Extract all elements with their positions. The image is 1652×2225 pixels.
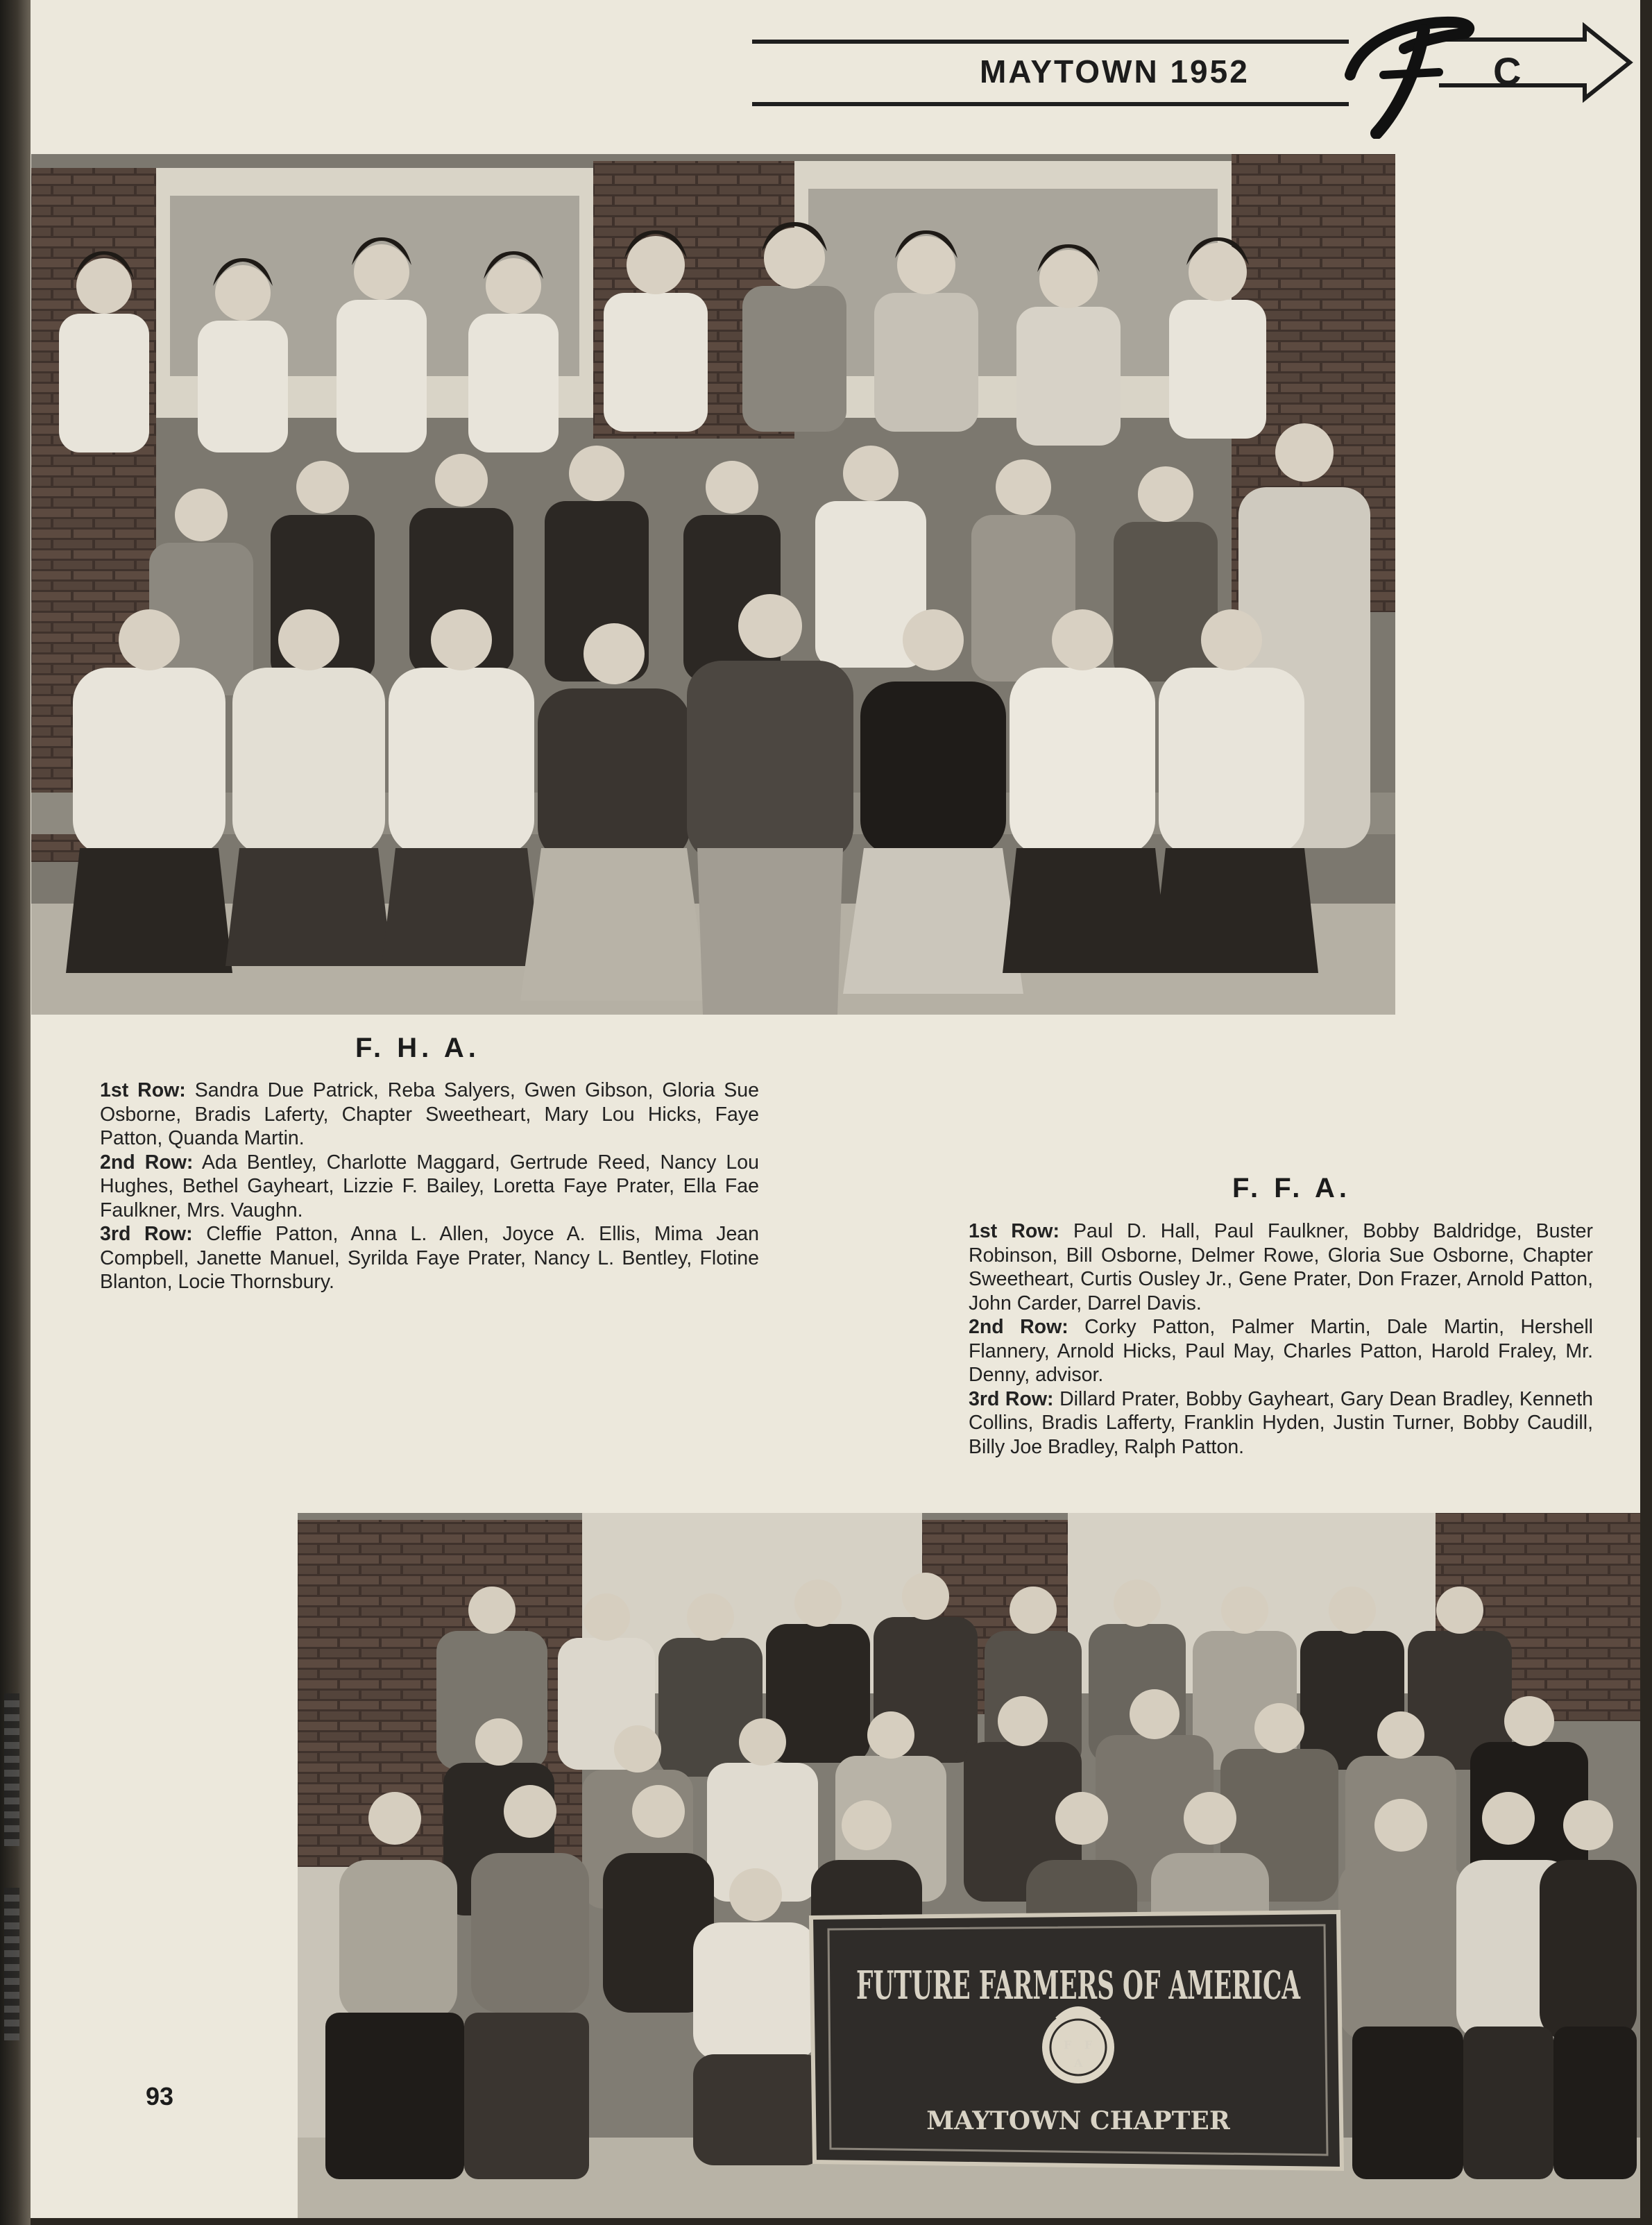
spine-wear-mark xyxy=(4,1888,19,2040)
fha-group-photo xyxy=(31,154,1395,1015)
row-names: Sandra Due Patrick, Reba Salyers, Gwen Gibson, Gloria Sue Osborne, Bradis Laferty, Chapter Sweetheart, Mary Lou Hicks, Faye Patton, Quanda Martin. xyxy=(100,1079,759,1149)
emblem-letter: F xyxy=(1084,2038,1093,2051)
header-rule-bottom xyxy=(752,102,1349,106)
yearbook-page xyxy=(31,0,1640,2218)
ffa-caption-row xyxy=(969,1315,1593,1387)
header-rule-top xyxy=(752,40,1349,44)
fha-caption-row xyxy=(100,1151,759,1223)
fha-caption-title: F. H. A. xyxy=(355,1033,480,1063)
banner-title: FUTURE FARMERS OF AMERICA xyxy=(856,1963,1301,2008)
script-f-arrow-icon xyxy=(1335,7,1633,139)
ffa-caption-row xyxy=(969,1387,1593,1460)
fha-photo-illustration xyxy=(31,154,1395,1015)
row-label: 3rd Row: xyxy=(100,1223,193,1245)
row-label: 2nd Row: xyxy=(969,1316,1068,1338)
ffa-caption-body xyxy=(969,1219,1593,1459)
row-label: 3rd Row: xyxy=(969,1387,1054,1410)
row-names: Ada Bentley, Charlotte Maggard, Gertrude Reed, Nancy Lou Hughes, Bethel Gayheart, Lizzie F. Bailey, Loretta Faye Prater, Ella Fae Faulkner, Mrs. Vaughn. xyxy=(100,1151,759,1221)
page-header-title: MAYTOWN 1952 xyxy=(980,53,1250,90)
row-label: 1st Row: xyxy=(969,1220,1059,1242)
ffa-group-photo xyxy=(298,1513,1640,2218)
row-label: 1st Row: xyxy=(100,1079,186,1101)
fha-caption-body xyxy=(100,1078,759,1294)
section-letter: C xyxy=(1493,49,1522,93)
row-names: Corky Patton, Palmer Martin, Dale Martin, Hershell Flannery, Arnold Hicks, Paul May, Charles Patton, Harold Fraley, Mr. Denny, advisor. xyxy=(969,1316,1593,1386)
fha-caption-row xyxy=(100,1078,759,1151)
ffa-banner xyxy=(811,1912,1342,2169)
book-spine xyxy=(0,0,31,2225)
row-names: Dillard Prater, Bobby Gayheart, Gary Dean Bradley, Kenneth Collins, Bradis Lafferty, Franklin Hyden, Justin Turner, Bobby Caudill, Billy Joe Bradley, Ralph Patton. xyxy=(969,1387,1594,1458)
spine-wear-mark xyxy=(4,1693,19,1846)
row-label: 2nd Row: xyxy=(100,1151,194,1174)
ffa-photo-illustration xyxy=(298,1513,1640,2218)
row-names: Cleffie Patton, Anna L. Allen, Joyce A. Ellis, Mima Jean Compbell, Janette Manuel, Syrilda Faye Prater, Nancy L. Bentley, Flotine Blanton, Locie Thornsbury. xyxy=(100,1223,759,1293)
emblem-letter: A xyxy=(1074,2056,1083,2070)
emblem-letter: F xyxy=(1064,2038,1072,2051)
row-names: Paul D. Hall, Paul Faulkner, Bobby Baldridge, Buster Robinson, Bill Osborne, Delmer Rowe, Gloria Sue Osborne, Chapter Sweetheart, Curtis Ousley Jr., Gene Prater, Don Frazer, Arnold Patton, John Carder, Darrel Davis. xyxy=(969,1220,1593,1314)
ffa-caption-title: F. F. A. xyxy=(1232,1173,1351,1203)
fha-caption-row xyxy=(100,1222,759,1294)
banner-subtitle: MAYTOWN CHAPTER xyxy=(926,2106,1230,2135)
page-number: 93 xyxy=(146,2082,174,2110)
ffa-caption-row xyxy=(969,1219,1593,1315)
